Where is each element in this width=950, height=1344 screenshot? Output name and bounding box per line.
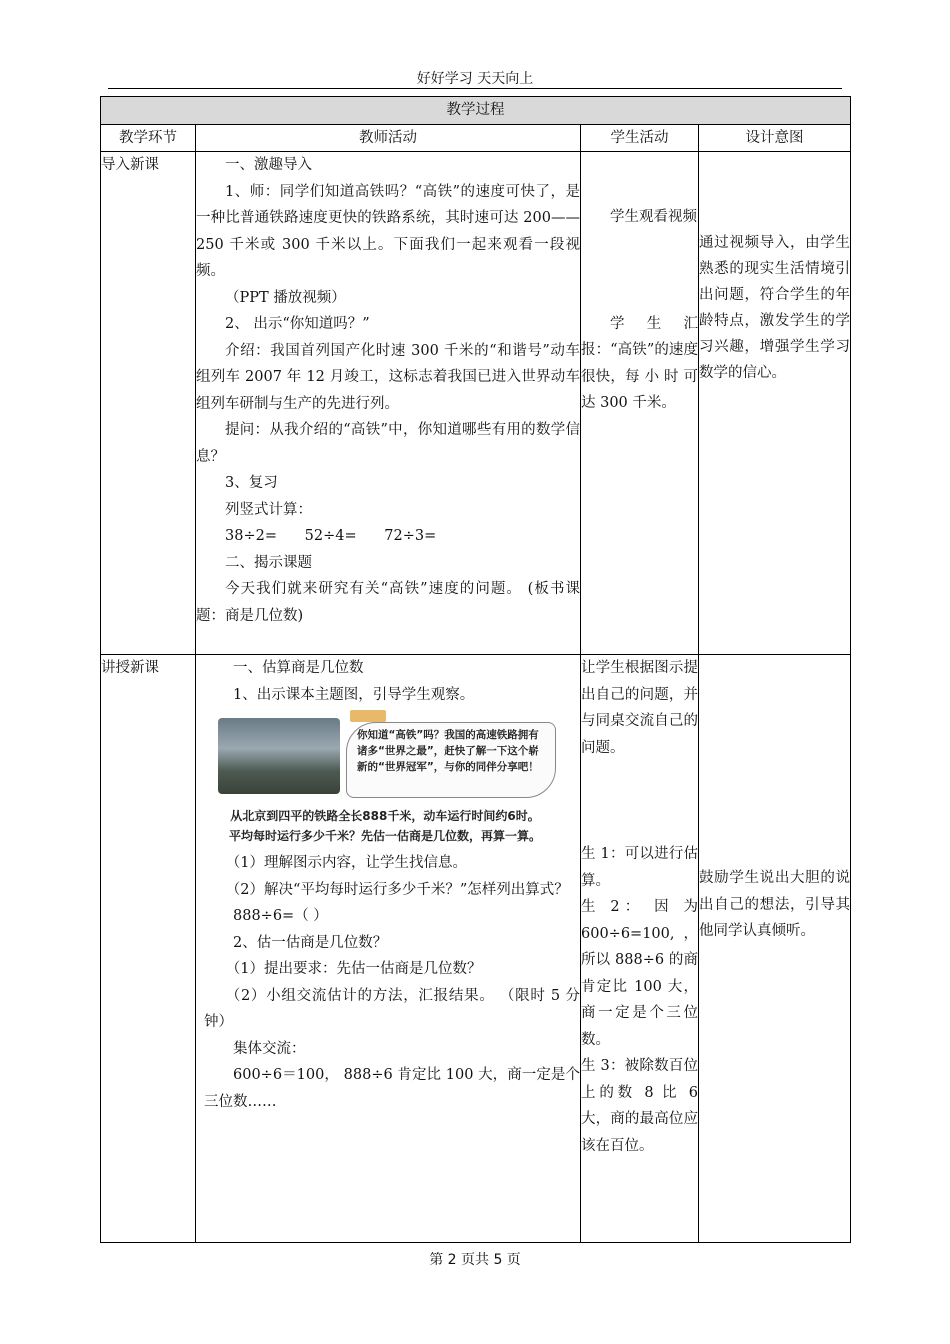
page-footer: 第 2 页共 5 页 (429, 1252, 521, 1268)
caption-line: 从北京到四平的铁路全长888千米，动车运行时间约6时。 (230, 809, 540, 823)
paragraph: 集体交流： (233, 1040, 306, 1057)
paragraph: 一、估算商是几位数 (233, 660, 364, 676)
paragraph: （1）理解图示内容，让学生找信息。 (225, 855, 467, 871)
design-intent-cell (699, 655, 851, 1243)
train-photo (218, 718, 340, 794)
col-header-student: 学生活动 (581, 124, 699, 152)
col-header-segment: 教学环节 (101, 124, 196, 152)
paragraph: 通过视频导入，由学生熟悉的现实生活情境引出问题，符合学生的年龄特点，激发学生的学习兴趣，增强学生学习数学的信心。 (699, 235, 850, 381)
segment-cell: 导入新课 (101, 152, 196, 655)
paragraph: 888÷6=（ ） (233, 908, 328, 924)
paragraph: 2、估一估商是几位数？ (233, 934, 388, 951)
paragraph: （1）提出要求：先估一估商是几位数？ (225, 961, 482, 977)
paragraph: 列竖式计算： (225, 501, 312, 518)
paragraph: 1、师：同学们知道高铁吗？“高铁”的速度可快了，是一种比普通铁路速度更快的铁路系统，其时速可达 200——250 千米或 300 千米以上。下面我们一起来观看一段视频。 (196, 183, 580, 279)
paragraph: （2）解决“平均每时运行多少千米？”怎样列出算式？ (225, 881, 569, 898)
segment-cell: 讲授新课 (101, 655, 196, 1243)
paragraph: 提问：从我介绍的“高铁”中，你知道哪些有用的数学信息？ (196, 422, 580, 465)
paragraph: 让学生根据图示提出自己的问题，并与同桌交流自己的问题。 (581, 660, 698, 756)
paragraph: 今天我们就来研究有关“高铁”速度的问题。 (板书课题：商是几位数) (196, 581, 580, 624)
paragraph: 学生观看视频 (610, 209, 697, 225)
paragraph: 介绍：我国首列国产化时速 300 千米的“和谐号”动车组列车 2007 年 12 月竣工，这标志着我国已进入世界动车组列车研制与生产的先进行列。 (196, 342, 580, 412)
student-activity-cell (581, 655, 699, 1243)
lesson-table (100, 96, 851, 1243)
paragraph: 一、激趣导入 (225, 157, 312, 173)
paragraph: 生 3：被除数百位上的数 8 比 6 大，商的最高位应该在百位。 (581, 1058, 698, 1154)
paragraph: 2、 出示“你知道吗？” (225, 316, 370, 332)
col-header-teacher: 教师活动 (196, 124, 581, 152)
paragraph: 生 1：可以进行估算。 (581, 846, 698, 889)
paragraph: （2）小组交流估计的方法，汇报结果。 （限时 5 分钟） (204, 987, 580, 1030)
paragraph: 600÷6＝100， 888÷6 肯定比 100 大，商一定是个三位数…… (204, 1067, 580, 1110)
design-intent-cell (699, 152, 851, 655)
student-activity-cell (581, 152, 699, 655)
paragraph: 3、复习 (225, 475, 278, 491)
table-title: 教学过程 (101, 97, 851, 125)
paragraph: 二、揭示课题 (225, 554, 312, 571)
table-row (101, 655, 851, 1243)
teacher-activity-cell (196, 152, 581, 655)
book-icon (350, 710, 386, 722)
paragraph: 生 2： 因 为 600÷6=100,，所以 888÷6 的商肯定比 100 大，商一定是个三位数。 (581, 899, 698, 1048)
paragraph: 学 生 汇 报：“高铁”的速度很快，每 小 时 可 达 300 千米。 (581, 315, 698, 411)
table-row (101, 152, 851, 655)
illustration-caption (204, 806, 566, 846)
caption-line: 平均每时运行多少千米？先估一估商是几位数，再算一算。 (228, 829, 541, 843)
speech-bubble: 你知道“高铁”吗？我国的高速铁路拥有诸多“世界之最”，赶快了解一下这个崭新的“世界冠军”，与你的同伴分享吧！ (346, 722, 556, 798)
teacher-activity-cell (196, 655, 581, 1243)
paragraph: 38÷2= 52÷4= 72÷3= (225, 528, 437, 544)
col-header-design: 设计意图 (699, 124, 851, 152)
paragraph: （PPT 播放视频） (225, 289, 346, 306)
page-header: 好好学习 天天向上 (416, 71, 534, 87)
textbook-illustration (204, 710, 566, 850)
paragraph: 1、出示课本主题图，引导学生观察。 (233, 686, 475, 703)
header-rule (108, 88, 842, 89)
paragraph: 鼓励学生说出大胆的说出自己的想法，引导其他同学认真倾听。 (699, 870, 850, 939)
